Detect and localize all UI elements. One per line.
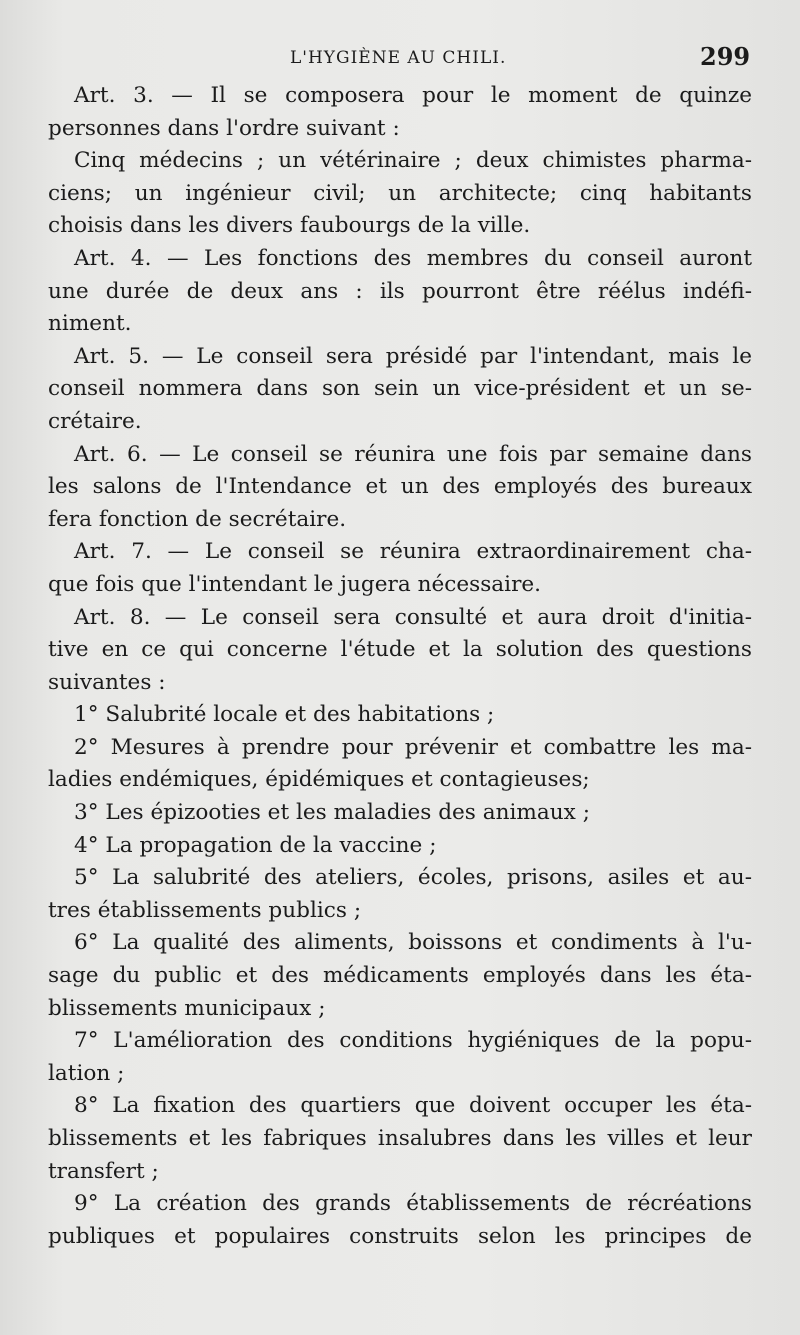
running-title: L'HYGIÈNE AU CHILI. bbox=[290, 48, 507, 68]
text-line: Art. 8. — Le conseil sera consulté et aura droit d'initia- bbox=[74, 604, 752, 630]
text-line: une durée de deux ans : ils pourront être réélus indéfi- bbox=[48, 278, 752, 304]
text-line: blissements municipaux ; bbox=[48, 995, 326, 1021]
text-line: 4° La propagation de la vaccine ; bbox=[74, 832, 437, 858]
text-line: choisis dans les divers faubourgs de la ville. bbox=[48, 213, 531, 239]
text-line: suivantes : bbox=[48, 669, 166, 695]
page-number: 299 bbox=[700, 42, 751, 71]
body-text bbox=[48, 80, 752, 1253]
text-line: 9° La création des grands établissements de récréations bbox=[74, 1191, 752, 1217]
text-line: tive en ce qui concerne l'étude et la solution des questions bbox=[48, 637, 752, 663]
text-line: Art. 7. — Le conseil se réunira extraordinairement cha- bbox=[74, 539, 752, 565]
text-line: fera fonction de secrétaire. bbox=[48, 506, 347, 532]
text-line: publiques et populaires construits selon les principes de bbox=[48, 1223, 752, 1249]
text-line: conseil nommera dans son sein un vice-président et un se- bbox=[48, 376, 752, 402]
text-line: Art. 6. — Le conseil se réunira une fois par semaine dans bbox=[74, 441, 752, 467]
text-line: 6° La qualité des aliments, boissons et condiments à l'u- bbox=[74, 930, 752, 956]
text-line: Art. 4. — Les fonctions des membres du conseil auront bbox=[74, 245, 752, 271]
text-line: 2° Mesures à prendre pour prévenir et combattre les ma- bbox=[74, 734, 752, 760]
text-line: tres établissements publics ; bbox=[48, 897, 362, 923]
text-line: Art. 5. — Le conseil sera présidé par l'intendant, mais le bbox=[74, 343, 752, 369]
text-line: sage du public et des médicaments employés dans les éta- bbox=[48, 963, 752, 989]
text-line: lation ; bbox=[48, 1060, 125, 1086]
text-line: ladies endémiques, épidémiques et contagieuses; bbox=[48, 767, 590, 793]
text-line: que fois que l'intendant le jugera nécessaire. bbox=[48, 571, 542, 597]
text-line: niment. bbox=[48, 311, 132, 337]
text-line: les salons de l'Intendance et un des employés des bureaux bbox=[48, 474, 752, 500]
text-line: transfert ; bbox=[48, 1158, 159, 1184]
text-line: 8° La fixation des quartiers que doivent occuper les éta- bbox=[74, 1093, 752, 1119]
running-head bbox=[0, 42, 800, 72]
text-line: Art. 3. — Il se composera pour le moment de quinze bbox=[74, 83, 752, 108]
text-line: personnes dans l'ordre suivant : bbox=[48, 115, 400, 141]
text-line: 7° L'amélioration des conditions hygiéniques de la popu- bbox=[74, 1028, 752, 1054]
text-line: crétaire. bbox=[48, 408, 142, 434]
text-line: 3° Les épizooties et les maladies des animaux ; bbox=[74, 800, 591, 826]
text-line: blissements et les fabriques insalubres dans les villes et leur bbox=[48, 1126, 752, 1151]
text-line: ciens; un ingénieur civil; un architecte; cinq habitants bbox=[48, 180, 752, 206]
text-line: 1° Salubrité locale et des habitations ; bbox=[74, 702, 495, 728]
text-line: Cinq médecins ; un vétérinaire ; deux chimistes pharma- bbox=[74, 148, 752, 174]
text-line: 5° La salubrité des ateliers, écoles, prisons, asiles et au- bbox=[74, 865, 752, 891]
